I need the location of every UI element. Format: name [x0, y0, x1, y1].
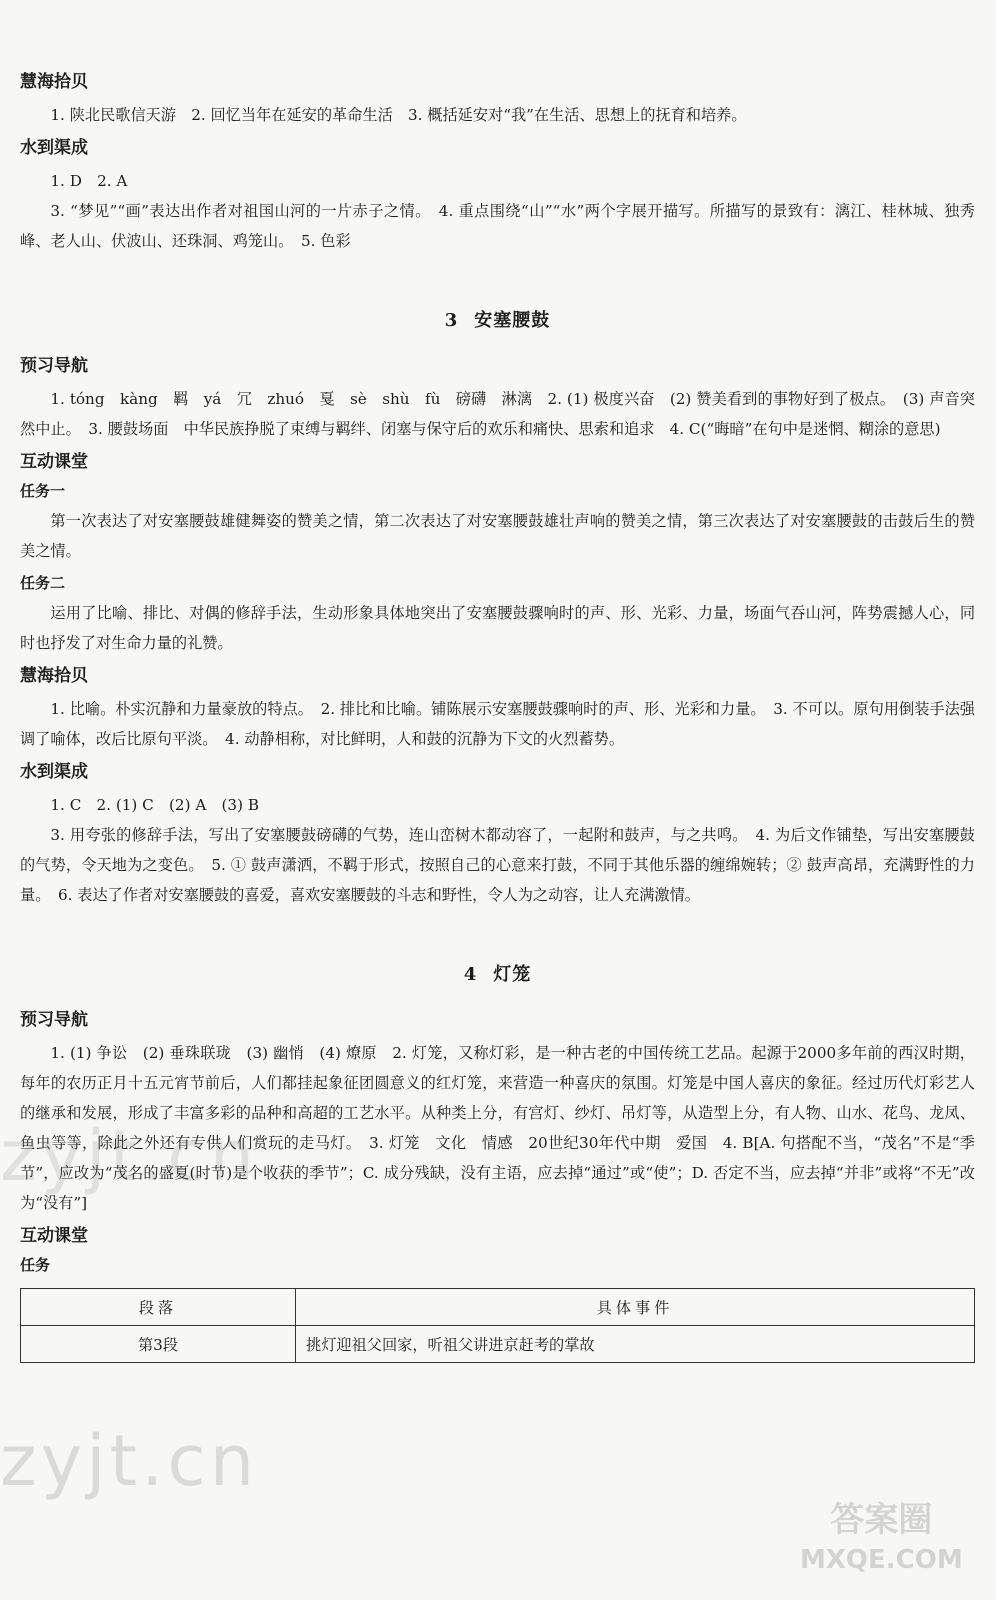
section-heading-preview-2: 预习导航 — [20, 1010, 88, 1030]
table-cell-event: 挑灯迎祖父回家，听祖父讲进京赶考的掌故 — [296, 1326, 975, 1363]
task-label: 任务 — [20, 1256, 51, 1274]
chapter-title-3 — [20, 306, 975, 332]
task-one-text: 第一次表达了对安塞腰鼓雄健舞姿的赞美之情，第二次表达了对安塞腰鼓雄壮声响的赞美之情，第三次表达了对安塞腰鼓的击鼓后生的赞美之情。 — [20, 512, 975, 560]
section-heading-huihai-2: 慧海拾贝 — [20, 666, 88, 686]
chapter-title-4 — [20, 960, 975, 986]
table-header-paragraph: 段落 — [21, 1289, 296, 1326]
table-header-row — [21, 1289, 975, 1326]
preview-answers: 1. tóng kàng 羁 yá 冗 zhuó 戛 sè shù fù 磅礴 淋漓 2. (1) 极度兴奋 (2) 赞美看到的事物好到了极点。 (3) 声音突然中止。 3. 腰鼓场面 中华民族挣脱了束缚与羁绊、闭塞与保守后的欢乐和痛快、思索和追求 4. C(“晦暗”在句中是迷惘、糊涂的意思) — [20, 390, 975, 438]
chapter-number: 3 — [444, 310, 459, 331]
section-heading-class-2: 互动课堂 — [20, 1226, 88, 1246]
section-heading-huihai: 慧海拾贝 — [20, 72, 88, 92]
watermark-logo-url: MXQE.COM — [800, 1545, 963, 1575]
table-cell-paragraph: 第3段 — [21, 1326, 296, 1363]
task-two-label: 任务二 — [20, 574, 66, 592]
shuidao-answers-3: 1. C 2. (1) C (2) A (3) B — [50, 796, 259, 814]
shuidao-answers-1: 1. D 2. A — [50, 172, 128, 190]
chapter-name: 安塞腰鼓 — [474, 310, 551, 331]
section-heading-class: 互动课堂 — [20, 452, 88, 472]
section-heading-shuidao-2: 水到渠成 — [20, 762, 88, 782]
huihai-answers-2: 1. 比喻。朴实沉静和力量豪放的特点。 2. 排比和比喻。铺陈展示安塞腰鼓骤响时的声、形、光彩和力量。 3. 不可以。原句用倒装手法强调了喻体，改后比原句平淡。 4. 动静相称，对比鲜明，人和鼓的沉静为下文的火烈蓄势。 — [20, 700, 975, 748]
task-two-text: 运用了比喻、排比、对偶的修辞手法，生动形象具体地突出了安塞腰鼓骤响时的声、形、光彩、力量，场面气吞山河，阵势震撼人心，同时也抒发了对生命力量的礼赞。 — [20, 604, 975, 652]
preview-answers-2: 1. (1) 争讼 (2) 垂珠联珑 (3) 幽悄 (4) 燎原 2. 灯笼，又称灯彩，是一种古老的中国传统工艺品。起源于2000多年前的西汉时期，每年的农历正月十五元宵节前后，人们都挂起象征团圆意义的红灯笼，来营造一种喜庆的氛围。灯笼是中国人喜庆的象征。经过历代灯彩艺人的继承和发展，形成了丰富多彩的品种和高超的工艺水平。从种类上分，有宫灯、纱灯、吊灯等，从造型上分，有人物、山水、花鸟、龙凤、鱼虫等等，除此之外还有专供人们赏玩的走马灯。 3. 灯笼 文化 情感 20世纪30年代中期 爱国 4. B[A. 句搭配不当，“茂名”不是“季节”，应改为“茂名的盛夏(时节)是个收获的季节”；C. 成分残缺，没有主语，应去掉“通过”或“使”；D. 否定不当，应去掉“并非”或将“不无”改为“没有”] — [20, 1044, 975, 1212]
shuidao-answers-2: 3. “梦见”“画”表达出作者对祖国山河的一片赤子之情。 4. 重点围绕“山”“水”两个字展开描写。所描写的景致有：漓江、桂林城、独秀峰、老人山、伏波山、还珠洞、鸡笼山。 5. 色彩 — [20, 202, 975, 250]
task-one-label: 任务一 — [20, 482, 66, 500]
table-header-event: 具体事件 — [296, 1289, 975, 1326]
watermark-mxqe-logo — [800, 1500, 963, 1580]
chapter-number: 4 — [463, 964, 478, 985]
shuidao-answers-4: 3. 用夸张的修辞手法，写出了安塞腰鼓磅礴的气势，连山峦树木都动容了，一起附和鼓声，与之共鸣。 4. 为后文作铺垫，写出安塞腰鼓的气势，令天地为之变色。 5. ① 鼓声潇洒，不羁于形式，按照自己的心意来打鼓，不同于其他乐器的缠绵婉转；② 鼓声高昂，充满野性的力量。 6. 表达了作者对安塞腰鼓的喜爱，喜欢安塞腰鼓的斗志和野性，令人为之动容，让人充满激情。 — [20, 826, 975, 904]
chapter-name: 灯笼 — [493, 964, 532, 985]
watermark-zyjt-2: zyjt.cn — [0, 1420, 259, 1502]
table-row — [21, 1326, 975, 1363]
huihai-answers: 1. 陕北民歌信天游 2. 回忆当年在延安的革命生活 3. 概括延安对“我”在生活、思想上的抚育和培养。 — [50, 106, 747, 124]
section-heading-shuidao: 水到渠成 — [20, 138, 88, 158]
watermark-zyjt-1: zyjt.cn — [0, 1115, 259, 1197]
section-heading-preview: 预习导航 — [20, 356, 88, 376]
watermark-logo-text: 答案圈 — [830, 1500, 933, 1540]
events-table — [20, 1288, 975, 1363]
